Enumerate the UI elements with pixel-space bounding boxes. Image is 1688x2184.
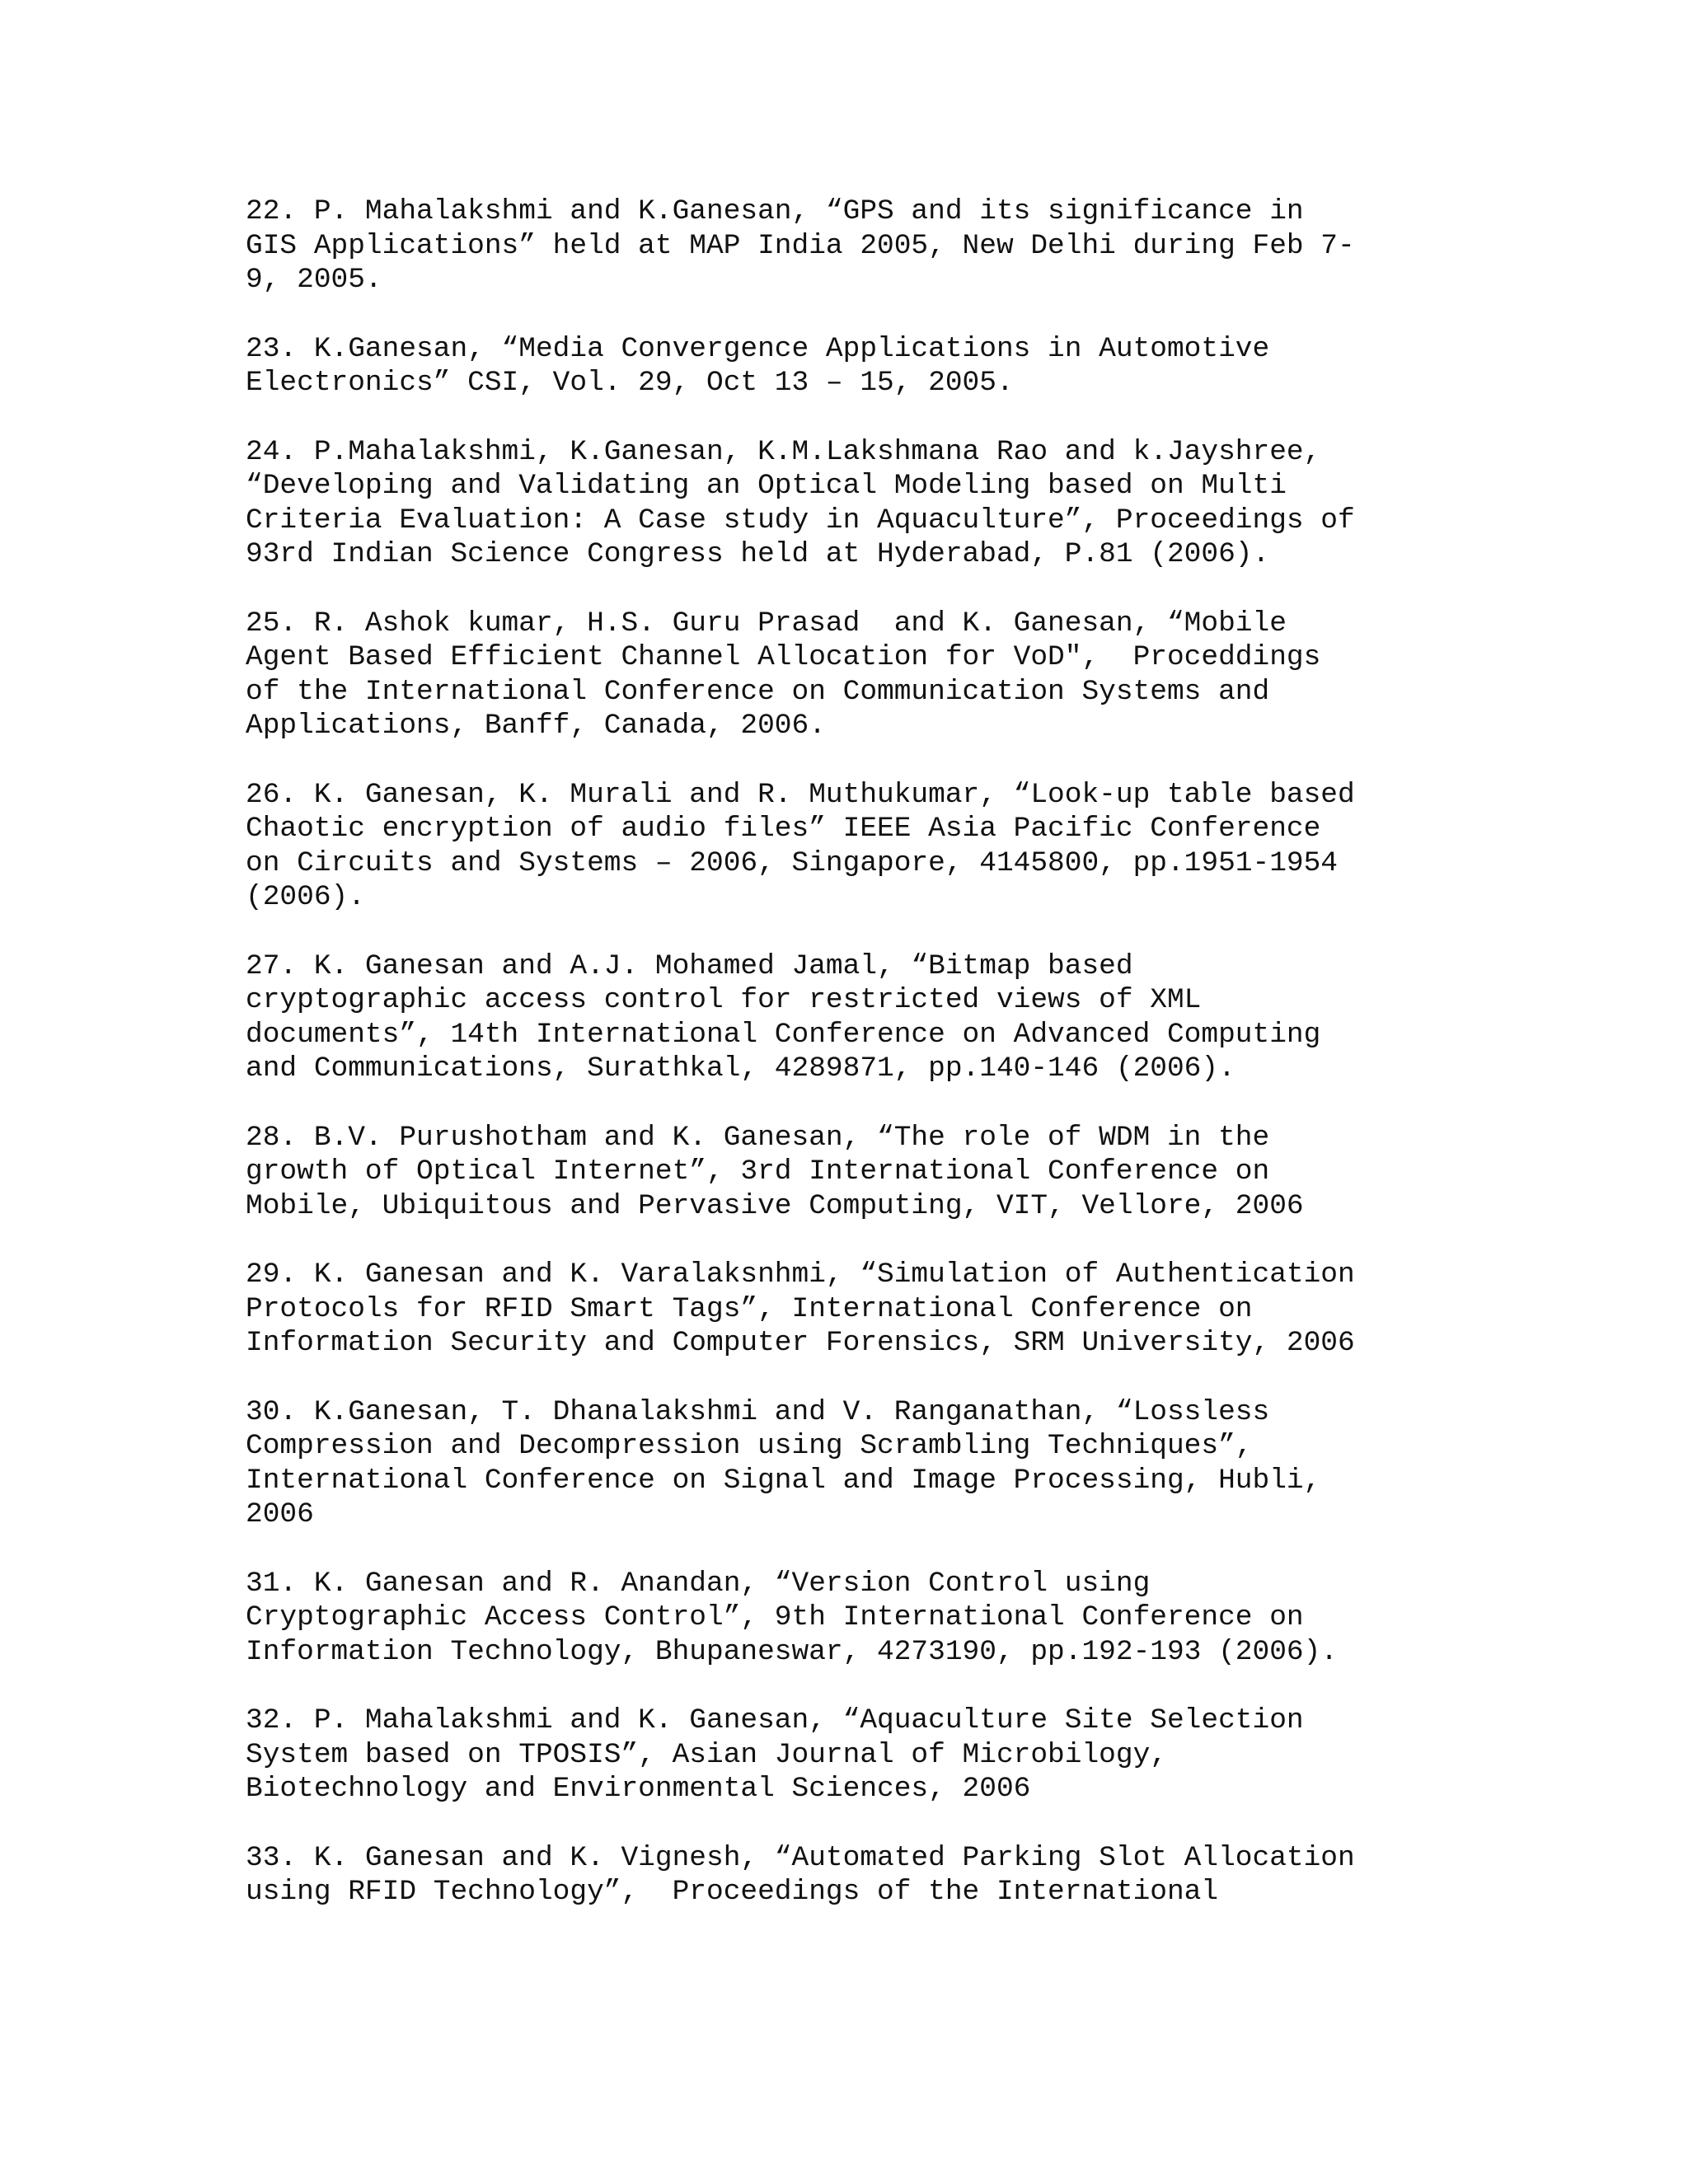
reference-line: 24. P.Mahalakshmi, K.Ganesan, K.M.Lakshmana Rao and k.Jayshree, [246, 435, 1321, 468]
reference-line: 26. K. Ganesan, K. Murali and R. Muthukumar, “Look-up table based [246, 778, 1355, 811]
reference-line: and Communications, Surathkal, 4289871, pp.140-146 (2006). [246, 1052, 1236, 1085]
reference-line: 23. K.Ganesan, “Media Convergence Applications in Automotive [246, 332, 1270, 365]
reference-line: Cryptographic Access Control”, 9th International Conference on [246, 1601, 1304, 1633]
reference-line: “Developing and Validating an Optical Modeling based on Multi [246, 470, 1287, 502]
reference-line: Mobile, Ubiquitous and Pervasive Computing, VIT, Vellore, 2006 [246, 1189, 1304, 1222]
reference-line: 29. K. Ganesan and K. Varalaksnhmi, “Simulation of Authentication [246, 1258, 1355, 1291]
reference-line: Agent Based Efficient Channel Allocation for VoD", Proceddings [246, 641, 1321, 673]
reference-line: documents”, 14th International Conference on Advanced Computing [246, 1018, 1321, 1051]
reference-line: Applications, Banff, Canada, 2006. [246, 710, 826, 742]
reference-line: Biotechnology and Environmental Sciences, 2006 [246, 1773, 1031, 1805]
reference-list [246, 194, 1482, 1944]
reference-30 [246, 1395, 1482, 1532]
reference-33 [246, 1841, 1482, 1910]
reference-line: 31. K. Ganesan and R. Anandan, “Version Control using [246, 1567, 1151, 1600]
reference-26 [246, 778, 1482, 915]
reference-25 [246, 607, 1482, 743]
reference-line: using RFID Technology”, Proceedings of the International [246, 1876, 1219, 1908]
reference-27 [246, 949, 1482, 1086]
reference-line: Chaotic encryption of audio files” IEEE Asia Pacific Conference [246, 813, 1321, 845]
reference-28 [246, 1121, 1482, 1224]
reference-line: 25. R. Ashok kumar, H.S. Guru Prasad and K. Ganesan, “Mobile [246, 607, 1287, 640]
reference-line: 30. K.Ganesan, T. Dhanalakshmi and V. Ranganathan, “Lossless [246, 1395, 1270, 1428]
reference-line: growth of Optical Internet”, 3rd International Conference on [246, 1155, 1270, 1188]
reference-line: 9, 2005. [246, 264, 382, 296]
reference-line: 32. P. Mahalakshmi and K. Ganesan, “Aquaculture Site Selection [246, 1704, 1304, 1736]
reference-line: Electronics” CSI, Vol. 29, Oct 13 – 15, 2005. [246, 367, 1014, 399]
reference-line: Compression and Decompression using Scrambling Techniques”, [246, 1430, 1253, 1462]
reference-line: 2006 [246, 1498, 314, 1530]
reference-29 [246, 1258, 1482, 1361]
reference-line: of the International Conference on Communication Systems and [246, 675, 1270, 708]
reference-24 [246, 435, 1482, 572]
reference-line: on Circuits and Systems – 2006, Singapore, 4145800, pp.1951-1954 [246, 846, 1339, 879]
reference-line: International Conference on Signal and Image Processing, Hubli, [246, 1464, 1321, 1497]
reference-line: 28. B.V. Purushotham and K. Ganesan, “The role of WDM in the [246, 1121, 1270, 1154]
reference-line: 22. P. Mahalakshmi and K.Ganesan, “GPS and its significance in [246, 195, 1304, 227]
reference-32 [246, 1704, 1482, 1807]
reference-line: Information Technology, Bhupaneswar, 4273190, pp.192-193 (2006). [246, 1635, 1339, 1668]
reference-line: GIS Applications” held at MAP India 2005, New Delhi during Feb 7- [246, 229, 1355, 262]
reference-31 [246, 1567, 1482, 1670]
reference-line: 93rd Indian Science Congress held at Hyderabad, P.81 (2006). [246, 538, 1270, 570]
reference-line: cryptographic access control for restricted views of XML [246, 984, 1202, 1016]
reference-22 [246, 194, 1482, 298]
reference-line: System based on TPOSIS”, Asian Journal of Microbilogy, [246, 1738, 1167, 1771]
reference-line: 33. K. Ganesan and K. Vignesh, “Automated Parking Slot Allocation [246, 1841, 1355, 1874]
reference-line: Criteria Evaluation: A Case study in Aquaculture”, Proceedings of [246, 504, 1355, 537]
reference-line: (2006). [246, 881, 365, 913]
reference-23 [246, 332, 1482, 401]
reference-line: 27. K. Ganesan and A.J. Mohamed Jamal, “Bitmap based [246, 949, 1133, 982]
reference-line: Protocols for RFID Smart Tags”, International Conference on [246, 1292, 1253, 1325]
reference-line: Information Security and Computer Forensics, SRM University, 2006 [246, 1327, 1355, 1359]
